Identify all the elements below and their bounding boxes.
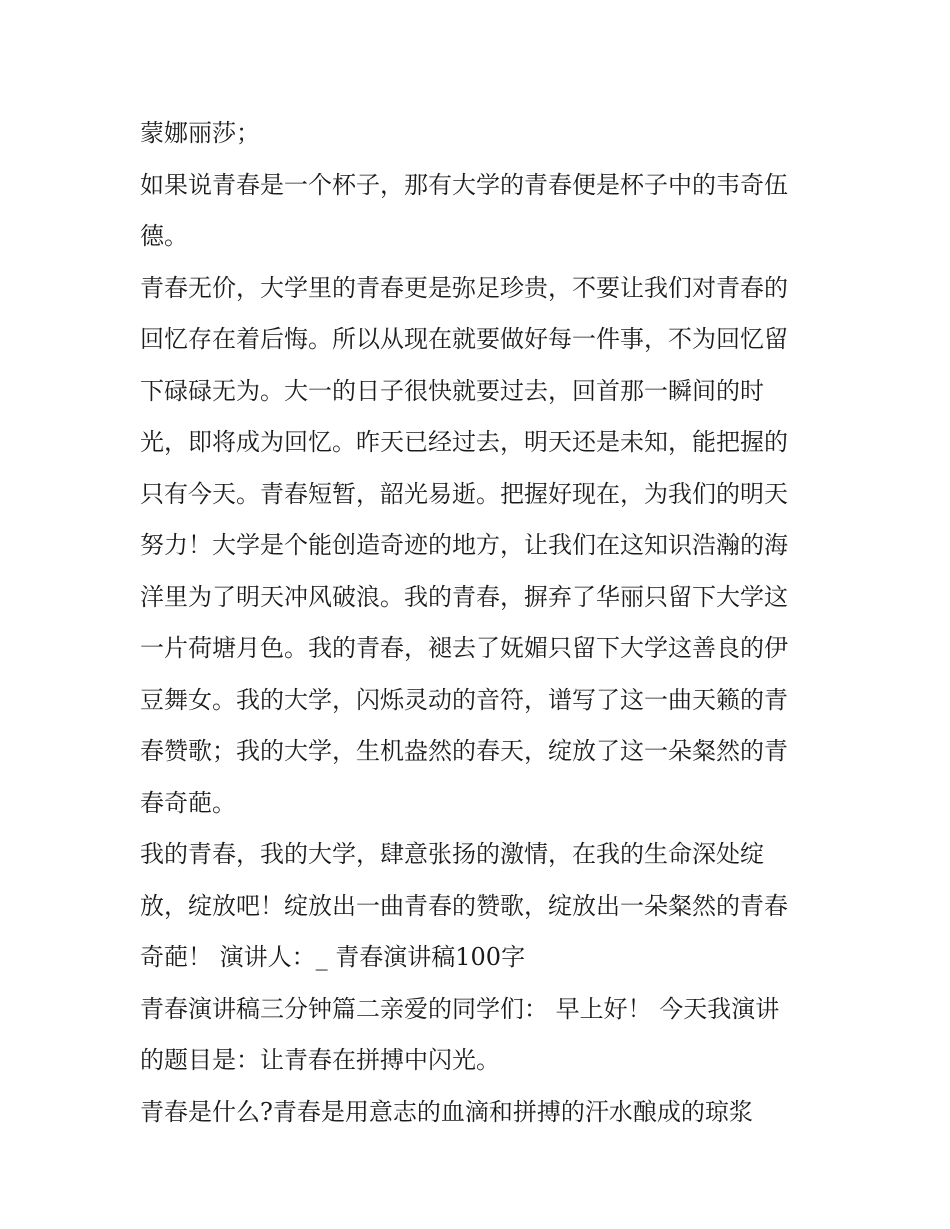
text-line: 春奇葩。: [140, 788, 236, 817]
text-line: 光，即将成为回忆。昨天已经过去，明天还是未知，能把握的: [140, 428, 788, 456]
text-line: 青春无价，大学里的青春更是弥足珍贵，不要让我们对青春的: [140, 273, 788, 302]
text-line: 奇葩！ 演讲人：_ 青春演讲稿100字: [140, 943, 526, 971]
text-line: 青春是什么?青春是用意志的血滴和拼搏的汗水酿成的琼浆: [140, 1097, 753, 1126]
text-line: 一片荷塘月色。我的青春，褪去了妩媚只留下大学这善良的伊: [140, 634, 788, 662]
text-line: 放，绽放吧！绽放出一曲青春的赞歌，绽放出一朵粲然的青春: [140, 891, 788, 920]
text-line: 努力！大学是个能创造奇迹的地方，让我们在这知识浩瀚的海: [140, 531, 788, 559]
text-line: 春赞歌；我的大学，生机盎然的春天，绽放了这一朵粲然的青: [140, 737, 788, 765]
text-line: 蒙娜丽莎；: [140, 119, 260, 147]
document-body: [140, 108, 820, 1138]
text-line: 的题目是：让青春在拼搏中闪光。: [140, 1046, 500, 1074]
text-line: 回忆存在着后悔。所以从现在就要做好每一件事，不为回忆留: [140, 325, 788, 353]
text-line: 下碌碌无为。大一的日子很快就要过去，回首那一瞬间的时: [140, 376, 764, 405]
text-line: 德。: [140, 222, 188, 250]
text-line: 洋里为了明天冲风破浪。我的青春，摒弃了华丽只留下大学这: [140, 582, 788, 611]
text-line: 我的青春，我的大学，肆意张扬的激情，在我的生命深处绽: [140, 840, 764, 868]
text-line: 如果说青春是一个杯子，那有大学的青春便是杯子中的韦奇伍: [140, 170, 788, 199]
text-line: 青春演讲稿三分钟篇二亲爱的同学们： 早上好！ 今天我演讲: [140, 994, 780, 1023]
text-line: 只有今天。青春短暂，韶光易逝。把握好现在，为我们的明天: [140, 479, 788, 508]
text-line: 豆舞女。我的大学，闪烁灵动的音符，谱写了这一曲天籁的青: [140, 685, 788, 714]
